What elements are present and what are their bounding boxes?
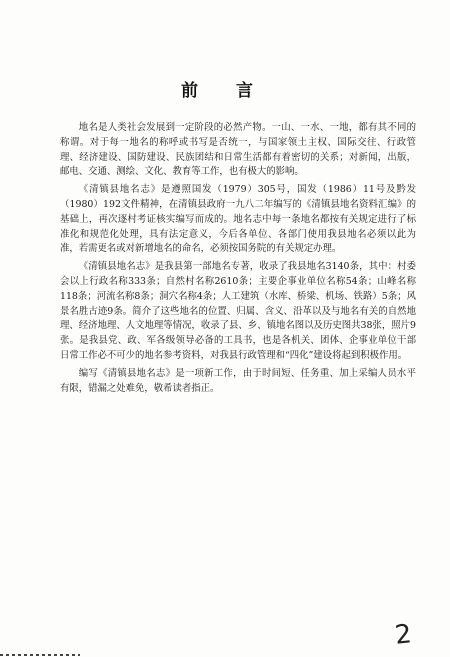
handwritten-page-number: 2: [393, 619, 414, 651]
paragraph-4: 编写《清镇县地名志》是一项新工作，由于时间短、任务重、加上采编人员水平有限，错漏之处难免，敬希读者指正。: [60, 367, 416, 394]
scan-edge-mark: [0, 654, 80, 656]
page-title: 前 言: [181, 81, 269, 101]
paragraph-3: 《清镇县地名志》是我县第一部地名专著，收录了我县地名3140条，其中：村委会以上行政名称333条；自然村名称2610条；主要企事业单位名称54条；山峰名称118条；河流名称8条；洞穴名称4条；人工建筑（水库、桥梁、机场、铁路）5条；风景名胜古迹9条。简介了这些地名的位置、归属、含义、沿革以及与地名有关的自然地理、经济地理、人文地理等情况，收录了县、乡、镇地名图以及历史图共38张，照片9张。是我县党、政、军各级领导必备的工具书，也是各机关、团体、企事业单位干部日常工作必不可少的地名参考资料，对我县行政管理和“四化”建设将起到积极作用。: [60, 261, 416, 361]
paragraph-1: 地名是人类社会发展到一定阶段的必然产物。一山、一水、一地，都有其不同的称谓。对于每一地名的称呼或书写是否统一，与国家领土主权、国际交往、行政管理、经济建设、国防建设、民族团结和日常生活都有着密切的关系；对新闻，出版，邮电、交通、测绘、文化、教育等工作，也有极大的影响。: [60, 122, 416, 178]
paragraph-2: 《清镇县地名志》是遵照国发（1979）305号，国发（1986）11号及黔发（1980）192文件精神，在清镇县政府一九八二年编写的《清镇县地名资料汇编》的基础上，再次逐村考证核实编写而成的。地名志中每一条地名都按有关规定进行了标准化和规范化处理，具有法定意义，今后各单位、各部门使用我县地名必须以此为准，若需更名或对新增地名的命名，必须按国务院的有关规定办理。: [60, 184, 416, 255]
preface-body: [60, 121, 416, 399]
